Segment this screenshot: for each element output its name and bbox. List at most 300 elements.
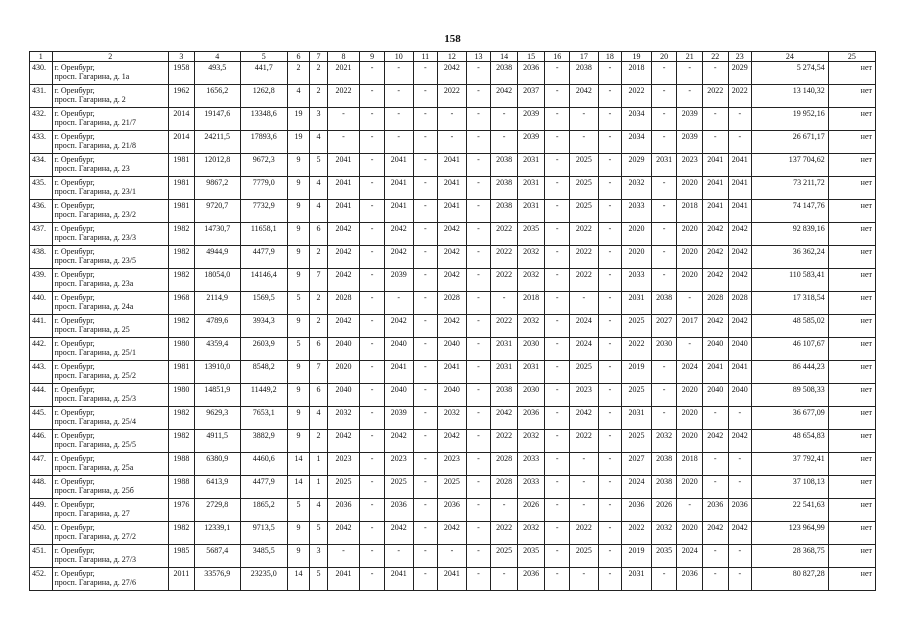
address-city: г. Оренбург, [54, 63, 95, 72]
cell-col-16: - [545, 177, 570, 200]
column-header: 17 [570, 52, 599, 62]
cell-col-13: - [466, 108, 491, 131]
cell-col-13: - [466, 545, 491, 568]
cell-col-25: нет [828, 545, 875, 568]
cell-col-21: 2023 [677, 154, 703, 177]
cell-col-13: - [466, 338, 491, 361]
cell-col-20: - [651, 407, 677, 430]
cell-col-10: 2041 [384, 361, 413, 384]
row-number: 440. [30, 292, 53, 315]
cell-col-18: - [598, 407, 622, 430]
cell-col-8: 2041 [327, 200, 360, 223]
cell-col-21: 2020 [677, 430, 703, 453]
cell-col-5: 13348,6 [240, 108, 287, 131]
address-street: просп. Гагарина, д. 25/4 [54, 417, 137, 426]
cell-col-20: 2038 [651, 476, 677, 499]
cell-col-21: - [677, 338, 703, 361]
address-cell [52, 453, 169, 476]
cell-col-3: 1988 [169, 453, 195, 476]
cell-col-6: 9 [287, 384, 310, 407]
cell-col-21: 2017 [677, 315, 703, 338]
cell-col-19: 2034 [622, 131, 652, 154]
cell-col-18: - [598, 384, 622, 407]
cell-col-4: 5687,4 [194, 545, 240, 568]
cell-col-14: - [491, 499, 518, 522]
address-street: просп. Гагарина, д. 27/6 [54, 578, 137, 587]
cell-col-20: 2031 [651, 154, 677, 177]
cell-col-4: 493,5 [194, 62, 240, 85]
table-row [30, 177, 876, 200]
address-city: г. Оренбург, [54, 293, 95, 302]
cell-col-24: 92 839,16 [752, 223, 829, 246]
address-city: г. Оренбург, [54, 546, 95, 555]
cell-col-14: 2022 [491, 246, 518, 269]
row-number: 432. [30, 108, 53, 131]
cell-col-9: - [360, 315, 385, 338]
cell-col-24: 86 444,23 [752, 361, 829, 384]
row-number: 431. [30, 85, 53, 108]
address-city: г. Оренбург, [54, 500, 95, 509]
cell-col-16: - [545, 476, 570, 499]
cell-col-6: 9 [287, 269, 310, 292]
cell-col-23: - [728, 453, 752, 476]
cell-col-10: - [384, 85, 413, 108]
cell-col-21: 2018 [677, 200, 703, 223]
cell-col-7: 4 [310, 407, 327, 430]
cell-col-21: 2020 [677, 407, 703, 430]
cell-col-6: 9 [287, 361, 310, 384]
cell-col-24: 36 362,24 [752, 246, 829, 269]
cell-col-8: 2040 [327, 384, 360, 407]
column-header: 9 [360, 52, 385, 62]
cell-col-22: - [702, 453, 728, 476]
cell-col-22: 2022 [702, 85, 728, 108]
cell-col-6: 5 [287, 499, 310, 522]
column-header: 16 [545, 52, 570, 62]
cell-col-9: - [360, 430, 385, 453]
cell-col-22: 2041 [702, 361, 728, 384]
cell-col-4: 1656,2 [194, 85, 240, 108]
address-cell [52, 407, 169, 430]
address-city: г. Оренбург, [54, 316, 95, 325]
cell-col-10: 2041 [384, 200, 413, 223]
cell-col-3: 1982 [169, 522, 195, 545]
cell-col-17: 2042 [570, 85, 599, 108]
cell-col-17: 2025 [570, 177, 599, 200]
cell-col-13: - [466, 154, 491, 177]
cell-col-3: 1985 [169, 545, 195, 568]
cell-col-6: 9 [287, 177, 310, 200]
cell-col-15: 2032 [517, 522, 545, 545]
cell-col-14: - [491, 292, 518, 315]
cell-col-23: 2041 [728, 154, 752, 177]
cell-col-6: 9 [287, 246, 310, 269]
cell-col-7: 2 [310, 315, 327, 338]
cell-col-19: 2025 [622, 315, 652, 338]
table-row [30, 407, 876, 430]
address-street: просп. Гагарина, д. 25/5 [54, 440, 137, 449]
cell-col-15: 2035 [517, 545, 545, 568]
cell-col-20: - [651, 361, 677, 384]
row-number: 448. [30, 476, 53, 499]
column-header: 25 [828, 52, 875, 62]
cell-col-18: - [598, 62, 622, 85]
cell-col-10: 2023 [384, 453, 413, 476]
address-cell [52, 476, 169, 499]
cell-col-11: - [413, 522, 438, 545]
cell-col-25: нет [828, 154, 875, 177]
cell-col-9: - [360, 154, 385, 177]
address-cell [52, 131, 169, 154]
cell-col-9: - [360, 223, 385, 246]
cell-col-16: - [545, 154, 570, 177]
cell-col-12: 2042 [438, 315, 467, 338]
column-header: 18 [598, 52, 622, 62]
address-street: просп. Гагарина, д. 27/3 [54, 555, 137, 564]
cell-col-10: 2025 [384, 476, 413, 499]
cell-col-4: 14851,9 [194, 384, 240, 407]
cell-col-11: - [413, 338, 438, 361]
row-number: 436. [30, 200, 53, 223]
table-row [30, 453, 876, 476]
address-cell [52, 545, 169, 568]
cell-col-23: 2042 [728, 269, 752, 292]
cell-col-4: 13910,0 [194, 361, 240, 384]
cell-col-7: 6 [310, 384, 327, 407]
cell-col-10: - [384, 62, 413, 85]
cell-col-7: 4 [310, 131, 327, 154]
cell-col-9: - [360, 568, 385, 591]
cell-col-12: - [438, 545, 467, 568]
address-street: просп. Гагарина, д. 23 [54, 164, 130, 173]
column-header: 22 [702, 52, 728, 62]
cell-col-25: нет [828, 62, 875, 85]
cell-col-16: - [545, 430, 570, 453]
cell-col-23: 2040 [728, 384, 752, 407]
cell-col-7: 5 [310, 568, 327, 591]
cell-col-17: - [570, 476, 599, 499]
cell-col-7: 2 [310, 430, 327, 453]
cell-col-5: 441,7 [240, 62, 287, 85]
cell-col-21: - [677, 85, 703, 108]
cell-col-3: 1976 [169, 499, 195, 522]
cell-col-24: 123 964,99 [752, 522, 829, 545]
cell-col-25: нет [828, 568, 875, 591]
cell-col-25: нет [828, 338, 875, 361]
table-row [30, 361, 876, 384]
column-header: 13 [466, 52, 491, 62]
cell-col-24: 73 211,72 [752, 177, 829, 200]
cell-col-12: 2042 [438, 223, 467, 246]
cell-col-21: 2020 [677, 269, 703, 292]
address-cell [52, 200, 169, 223]
cell-col-21: 2020 [677, 522, 703, 545]
address-city: г. Оренбург, [54, 339, 95, 348]
cell-col-13: - [466, 315, 491, 338]
cell-col-19: 2031 [622, 568, 652, 591]
cell-col-19: 2022 [622, 522, 652, 545]
row-number: 430. [30, 62, 53, 85]
cell-col-9: - [360, 85, 385, 108]
column-header: 11 [413, 52, 438, 62]
cell-col-10: - [384, 292, 413, 315]
cell-col-11: - [413, 430, 438, 453]
address-city: г. Оренбург, [54, 132, 95, 141]
cell-col-16: - [545, 200, 570, 223]
cell-col-14: 2038 [491, 200, 518, 223]
cell-col-24: 28 368,75 [752, 545, 829, 568]
cell-col-11: - [413, 62, 438, 85]
cell-col-12: 2041 [438, 154, 467, 177]
cell-col-18: - [598, 154, 622, 177]
cell-col-3: 1981 [169, 200, 195, 223]
cell-col-23: 2041 [728, 361, 752, 384]
cell-col-18: - [598, 85, 622, 108]
cell-col-4: 4944,9 [194, 246, 240, 269]
cell-col-4: 19147,6 [194, 108, 240, 131]
cell-col-21: 2020 [677, 223, 703, 246]
cell-col-18: - [598, 223, 622, 246]
address-street: просп. Гагарина, д. 21/7 [54, 118, 137, 127]
cell-col-18: - [598, 430, 622, 453]
address-city: г. Оренбург, [54, 178, 95, 187]
cell-col-6: 5 [287, 292, 310, 315]
table-row [30, 200, 876, 223]
cell-col-15: 2033 [517, 453, 545, 476]
cell-col-25: нет [828, 177, 875, 200]
table-row [30, 476, 876, 499]
cell-col-9: - [360, 108, 385, 131]
cell-col-8: 2041 [327, 154, 360, 177]
cell-col-10: 2041 [384, 568, 413, 591]
cell-col-5: 7732,9 [240, 200, 287, 223]
cell-col-25: нет [828, 315, 875, 338]
address-city: г. Оренбург, [54, 569, 95, 578]
cell-col-10: 2040 [384, 338, 413, 361]
cell-col-17: 2022 [570, 522, 599, 545]
cell-col-18: - [598, 131, 622, 154]
cell-col-16: - [545, 131, 570, 154]
address-street: просп. Гагарина, д. 25 [54, 325, 130, 334]
cell-col-24: 37 792,41 [752, 453, 829, 476]
cell-col-7: 7 [310, 361, 327, 384]
cell-col-24: 13 140,32 [752, 85, 829, 108]
cell-col-5: 23235,0 [240, 568, 287, 591]
cell-col-15: 2036 [517, 568, 545, 591]
cell-col-18: - [598, 545, 622, 568]
row-number: 444. [30, 384, 53, 407]
row-number: 449. [30, 499, 53, 522]
table-row [30, 269, 876, 292]
cell-col-4: 12339,1 [194, 522, 240, 545]
cell-col-9: - [360, 338, 385, 361]
cell-col-25: нет [828, 200, 875, 223]
column-header: 3 [169, 52, 195, 62]
cell-col-3: 1981 [169, 154, 195, 177]
cell-col-21: 2036 [677, 568, 703, 591]
cell-col-7: 3 [310, 108, 327, 131]
cell-col-17: 2025 [570, 154, 599, 177]
cell-col-25: нет [828, 476, 875, 499]
cell-col-19: 2027 [622, 453, 652, 476]
cell-col-6: 4 [287, 85, 310, 108]
cell-col-12: 2041 [438, 200, 467, 223]
cell-col-17: 2022 [570, 223, 599, 246]
cell-col-23: 2042 [728, 315, 752, 338]
column-header: 5 [240, 52, 287, 62]
cell-col-17: - [570, 131, 599, 154]
table-row [30, 430, 876, 453]
cell-col-23: 2042 [728, 522, 752, 545]
cell-col-23: 2029 [728, 62, 752, 85]
cell-col-20: 2035 [651, 545, 677, 568]
table-row [30, 246, 876, 269]
cell-col-23: - [728, 476, 752, 499]
cell-col-25: нет [828, 430, 875, 453]
cell-col-15: 2031 [517, 361, 545, 384]
cell-col-16: - [545, 522, 570, 545]
cell-col-21: 2020 [677, 246, 703, 269]
cell-col-14: - [491, 131, 518, 154]
cell-col-23: 2028 [728, 292, 752, 315]
cell-col-9: - [360, 269, 385, 292]
address-city: г. Оренбург, [54, 109, 95, 118]
cell-col-12: 2023 [438, 453, 467, 476]
cell-col-10: 2042 [384, 315, 413, 338]
cell-col-10: - [384, 108, 413, 131]
cell-col-17: 2022 [570, 430, 599, 453]
cell-col-17: - [570, 108, 599, 131]
cell-col-8: - [327, 545, 360, 568]
cell-col-5: 1569,5 [240, 292, 287, 315]
cell-col-18: - [598, 246, 622, 269]
cell-col-19: 2020 [622, 246, 652, 269]
cell-col-18: - [598, 361, 622, 384]
cell-col-5: 14146,4 [240, 269, 287, 292]
address-cell [52, 568, 169, 591]
cell-col-8: 2042 [327, 430, 360, 453]
cell-col-12: 2036 [438, 499, 467, 522]
cell-col-19: 2029 [622, 154, 652, 177]
cell-col-16: - [545, 407, 570, 430]
cell-col-20: 2030 [651, 338, 677, 361]
cell-col-11: - [413, 177, 438, 200]
column-header: 14 [491, 52, 518, 62]
cell-col-5: 17893,6 [240, 131, 287, 154]
address-street: просп. Гагарина, д. 25/2 [54, 371, 137, 380]
cell-col-9: - [360, 522, 385, 545]
cell-col-22: - [702, 568, 728, 591]
cell-col-5: 9672,3 [240, 154, 287, 177]
cell-col-22: 2041 [702, 177, 728, 200]
address-street: просп. Гагарина, д. 25/3 [54, 394, 137, 403]
cell-col-20: - [651, 246, 677, 269]
cell-col-8: 2042 [327, 269, 360, 292]
cell-col-6: 14 [287, 476, 310, 499]
address-street: просп. Гагарина, д. 25а [54, 463, 134, 472]
cell-col-6: 14 [287, 568, 310, 591]
cell-col-6: 9 [287, 407, 310, 430]
cell-col-13: - [466, 453, 491, 476]
cell-col-25: нет [828, 522, 875, 545]
cell-col-13: - [466, 269, 491, 292]
cell-col-14: 2042 [491, 407, 518, 430]
cell-col-8: 2042 [327, 522, 360, 545]
cell-col-3: 2014 [169, 131, 195, 154]
cell-col-21: 2020 [677, 177, 703, 200]
cell-col-10: - [384, 131, 413, 154]
column-header: 15 [517, 52, 545, 62]
cell-col-25: нет [828, 246, 875, 269]
cell-col-16: - [545, 246, 570, 269]
cell-col-7: 4 [310, 200, 327, 223]
cell-col-15: 2032 [517, 315, 545, 338]
cell-col-22: 2042 [702, 315, 728, 338]
column-header: 4 [194, 52, 240, 62]
cell-col-3: 1980 [169, 384, 195, 407]
cell-col-24: 48 654,83 [752, 430, 829, 453]
address-cell [52, 223, 169, 246]
cell-col-22: - [702, 108, 728, 131]
cell-col-22: 2036 [702, 499, 728, 522]
cell-col-12: 2042 [438, 430, 467, 453]
cell-col-5: 7779,0 [240, 177, 287, 200]
cell-col-14: - [491, 568, 518, 591]
cell-col-12: 2041 [438, 177, 467, 200]
cell-col-8: 2020 [327, 361, 360, 384]
cell-col-3: 1982 [169, 269, 195, 292]
cell-col-19: 2019 [622, 545, 652, 568]
address-cell [52, 361, 169, 384]
cell-col-6: 5 [287, 338, 310, 361]
cell-col-12: 2042 [438, 522, 467, 545]
cell-col-3: 1981 [169, 177, 195, 200]
row-number: 446. [30, 430, 53, 453]
address-street: просп. Гагарина, д. 27/2 [54, 532, 137, 541]
cell-col-20: 2032 [651, 522, 677, 545]
table-row [30, 154, 876, 177]
cell-col-17: 2022 [570, 269, 599, 292]
cell-col-10: 2039 [384, 407, 413, 430]
cell-col-4: 9720,7 [194, 200, 240, 223]
address-city: г. Оренбург, [54, 270, 95, 279]
cell-col-20: - [651, 384, 677, 407]
cell-col-5: 4460,6 [240, 453, 287, 476]
cell-col-18: - [598, 338, 622, 361]
row-number: 435. [30, 177, 53, 200]
cell-col-25: нет [828, 223, 875, 246]
cell-col-6: 9 [287, 200, 310, 223]
address-street: просп. Гагарина, д. 25/1 [54, 348, 137, 357]
cell-col-11: - [413, 545, 438, 568]
cell-col-16: - [545, 223, 570, 246]
cell-col-6: 19 [287, 131, 310, 154]
cell-col-5: 7653,1 [240, 407, 287, 430]
cell-col-15: 2031 [517, 154, 545, 177]
cell-col-19: 2024 [622, 476, 652, 499]
cell-col-14: 2022 [491, 223, 518, 246]
page-number: 158 [444, 33, 461, 45]
cell-col-24: 5 274,54 [752, 62, 829, 85]
address-cell [52, 338, 169, 361]
row-number: 450. [30, 522, 53, 545]
cell-col-13: - [466, 292, 491, 315]
address-street: просп. Гагарина, д. 23/5 [54, 256, 137, 265]
cell-col-19: 2036 [622, 499, 652, 522]
cell-col-13: - [466, 568, 491, 591]
cell-col-4: 6380,9 [194, 453, 240, 476]
cell-col-25: нет [828, 269, 875, 292]
